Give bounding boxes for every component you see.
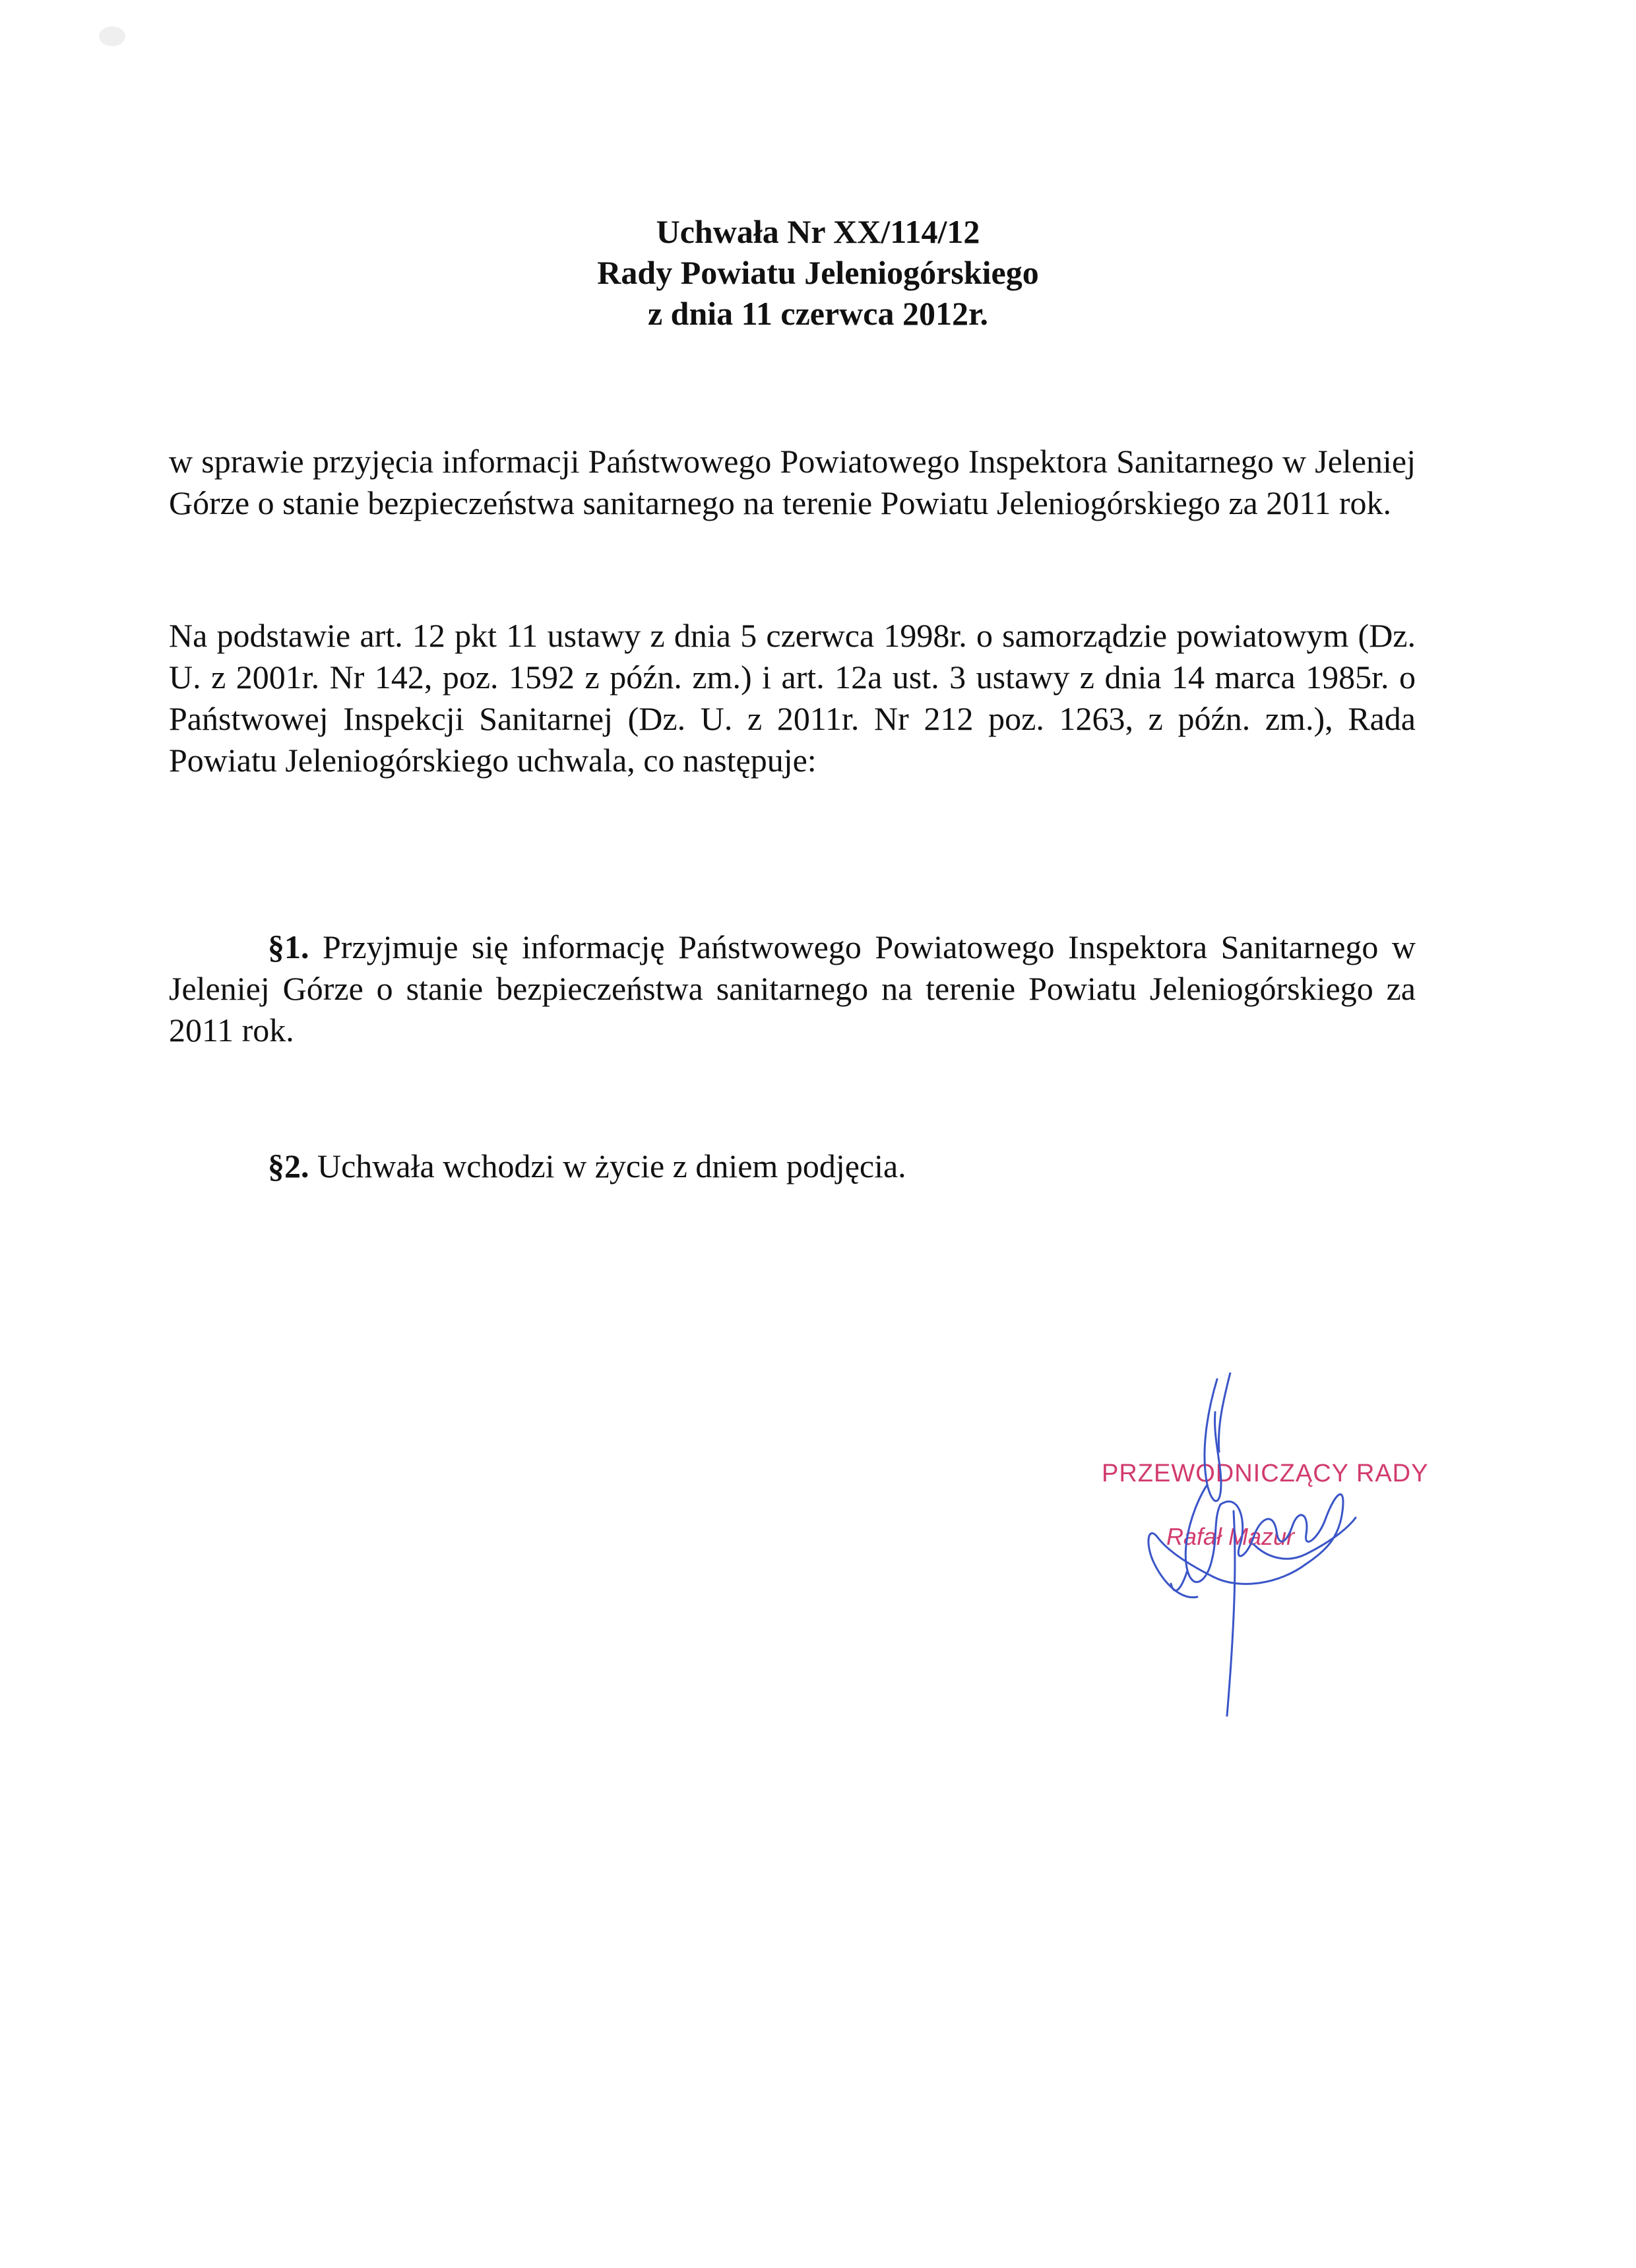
stamp-title: PRZEWODNICZĄCY RADY — [1102, 1460, 1429, 1487]
section-1-number: §1. — [268, 928, 309, 965]
stamp-name: Rafał Mazur — [1166, 1523, 1295, 1550]
section-2 — [268, 1146, 1416, 1187]
legal-basis: Na podstawie art. 12 pkt 11 ustawy z dnia 5 czerwca 1998r. o samorządzie powiatowym (Dz. U. z 2001r. Nr 142, poz. 1592 z późn. zm.) i art. 12a ust. 3 ustawy z dnia 14 marca 1985r. o Państwowej Inspekcji Sanitarnej (Dz. U. z 2011r. Nr 212 poz. 1263, z późn. zm.), Rada Powiatu Jeleniogórskiego uchwala, co następuje: — [169, 617, 1416, 779]
section-2-text: Uchwała wchodzi w życie z dniem podjęcia. — [317, 1148, 906, 1184]
resolution-date: z dnia 11 czerwca 2012r. — [647, 295, 989, 332]
scan-artifact — [99, 26, 125, 46]
resolution-subject: w sprawie przyjęcia informacji Państwowego Powiatowego Inspektora Sanitarnego w Jeleniej Górze o stanie bezpieczeństwa sanitarnego na terenie Powiatu Jeleniogórskiego za 2011 rok. — [169, 443, 1416, 521]
section-2-number: §2. — [268, 1148, 309, 1184]
council-name: Rady Powiatu Jeleniogórskiego — [597, 254, 1039, 291]
resolution-number: Uchwała Nr XX/114/12 — [656, 213, 980, 250]
section-1-text: Przyjmuje się informację Państwowego Powiatowego Inspektora Sanitarnego w Jeleniej Górze o stanie bezpieczeństwa sanitarnego na terenie Powiatu Jeleniogórskiego za 2011 rok. — [169, 928, 1416, 1049]
resolution-header — [0, 211, 1636, 334]
handwritten-signature — [1108, 1373, 1399, 1729]
section-1 — [169, 926, 1416, 1051]
